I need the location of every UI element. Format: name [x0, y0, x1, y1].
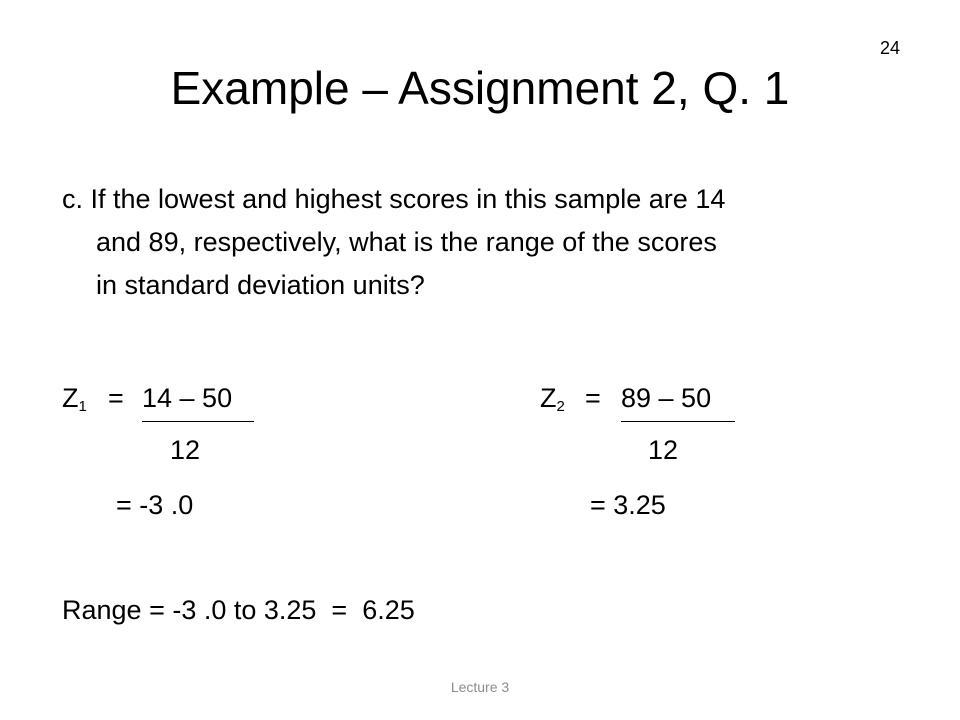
- z2-label: [540, 380, 565, 425]
- slide-footer: Lecture 3: [450, 679, 510, 695]
- question-line-2: and 89, respectively, what is the range of the scores: [96, 227, 717, 257]
- slide-number: 24: [880, 38, 901, 58]
- z1-variable: Z: [62, 383, 79, 413]
- z2-variable: Z: [540, 383, 557, 413]
- z1-label: [62, 380, 87, 425]
- z2-fraction-bar: [621, 421, 735, 422]
- z2-equals: =: [585, 383, 601, 413]
- z2-numerator: 89 – 50: [621, 383, 712, 413]
- question-line-1: c. If the lowest and highest scores in this sample are 14: [62, 184, 726, 214]
- z1-denominator: 12: [170, 435, 201, 465]
- z1-numerator: 14 – 50: [142, 383, 233, 413]
- z2-denominator: 12: [648, 435, 679, 465]
- z1-result: = -3 .0: [116, 490, 194, 520]
- z2-subscript: 2: [556, 398, 565, 415]
- z2-result: = 3.25: [590, 490, 666, 520]
- z1-subscript: 1: [78, 398, 87, 415]
- z1-fraction-bar: [142, 421, 254, 422]
- z1-equals: =: [108, 383, 124, 413]
- slide-title: Example – Assignment 2, Q. 1: [170, 62, 790, 114]
- question-line-3: in standard deviation units?: [96, 270, 425, 300]
- range-line: Range = -3 .0 to 3.25 = 6.25: [62, 595, 415, 625]
